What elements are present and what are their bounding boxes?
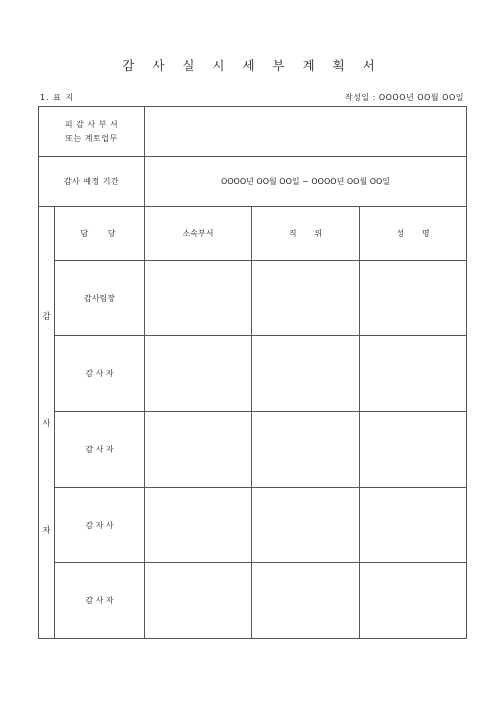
dept-label-line2: 또는 계토업무 [65, 133, 118, 143]
dept-row [39, 107, 467, 157]
table-row [39, 336, 467, 412]
header-dept: 소속부서 [145, 207, 252, 261]
position-cell [252, 488, 360, 563]
header-position: 직 위 [252, 207, 360, 261]
name-cell [360, 412, 467, 488]
dept-value-cell [145, 107, 467, 157]
date-line: 작성일 : OOOO년 OO월 OO일 [344, 93, 464, 102]
dept-cell [145, 412, 252, 488]
auditor-char-1: 감 [42, 311, 51, 322]
table-row [39, 488, 467, 563]
dept-cell [145, 488, 252, 563]
dept-label-line1: 피 감 사 부 서 [64, 119, 119, 129]
role-cell: 감 자 사 [55, 488, 145, 563]
table-row [39, 412, 467, 488]
header-role: 담 당 [55, 207, 145, 261]
name-cell [360, 336, 467, 412]
header-name: 성 명 [360, 207, 467, 261]
period-value: OOOO년 OO월 OO일 ~ OOOO년 OO월 OO일 [145, 157, 467, 207]
role-cell: 감사팀장 [55, 261, 145, 336]
table-row [39, 563, 467, 639]
role-cell: 감 사 자 [55, 336, 145, 412]
dept-label-cell [39, 107, 145, 157]
name-cell [360, 563, 467, 639]
position-cell [252, 336, 360, 412]
position-cell [252, 412, 360, 488]
dept-cell [145, 336, 252, 412]
table-row [39, 261, 467, 336]
audit-plan-table [38, 106, 467, 639]
auditor-char-2: 사 [42, 418, 51, 429]
section-label: 1. 표 지 [40, 93, 75, 102]
dept-cell [145, 261, 252, 336]
dept-cell [145, 563, 252, 639]
name-cell [360, 488, 467, 563]
document-title: 감 사 실 시 세 부 계 획 서 [122, 58, 382, 73]
auditor-vertical-label [39, 207, 55, 639]
header-row [39, 207, 467, 261]
period-label: 감사 예정 기간 [39, 157, 145, 207]
name-cell [360, 261, 467, 336]
period-row [39, 157, 467, 207]
role-cell: 감 사 자 [55, 563, 145, 639]
position-cell [252, 261, 360, 336]
position-cell [252, 563, 360, 639]
auditor-char-3: 자 [42, 525, 51, 536]
role-cell: 감 사 자 [55, 412, 145, 488]
